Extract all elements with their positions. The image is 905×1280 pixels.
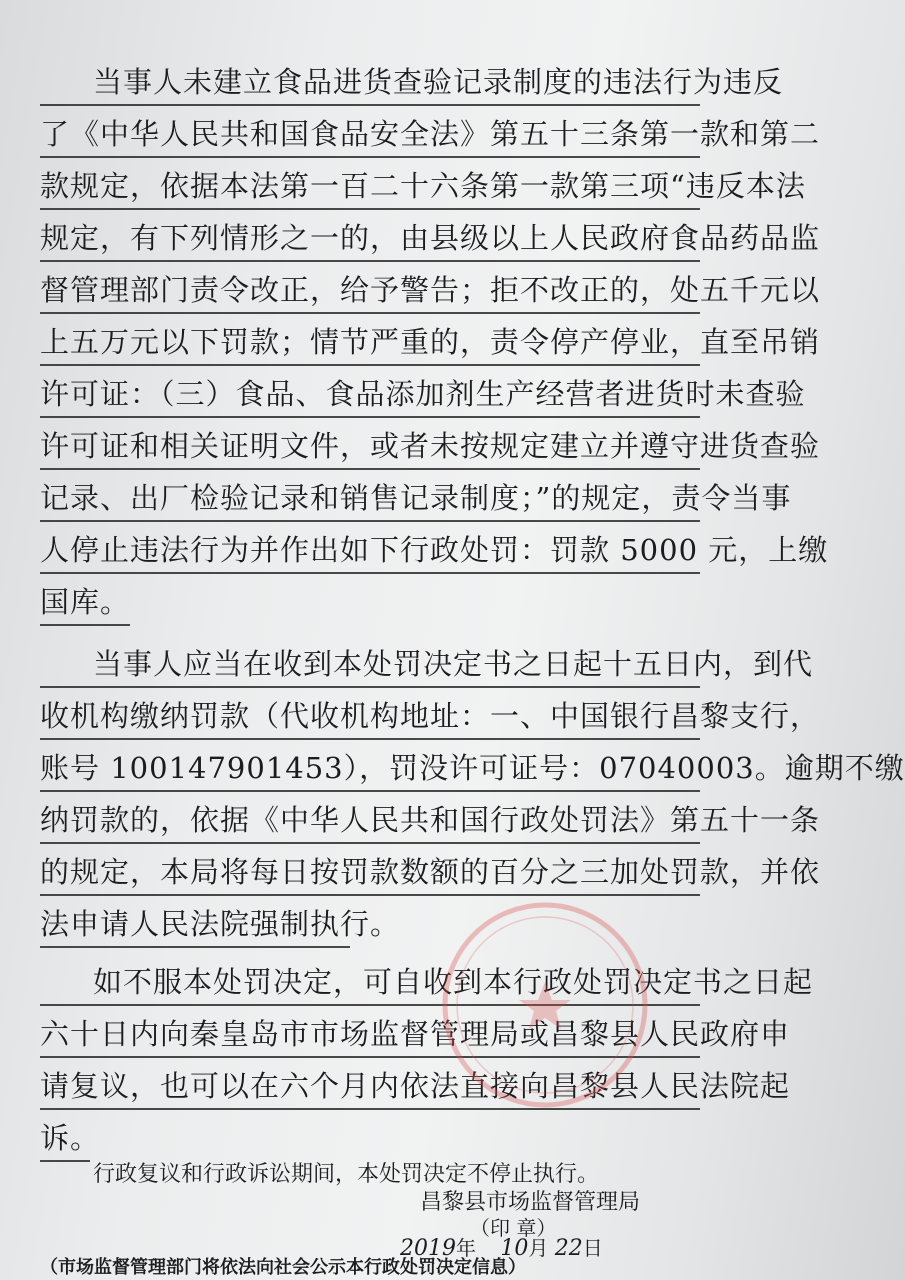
issuing-authority: 昌黎县市场监督管理局 <box>420 1190 641 1215</box>
text-line: 账号 100147901453），罚没许可证号：07040003。逾期不缴 <box>40 751 905 785</box>
text-line: 记录、出厂检验记录和销售记录制度；”的规定，责令当事 <box>40 481 792 515</box>
official-seal <box>430 890 660 1120</box>
date-day: 22 <box>554 1236 583 1261</box>
text-line: 规定，有下列情形之一的，由县级以上人民政府食品药品监 <box>40 221 821 255</box>
text-line: 了《中华人民共和国食品安全法》第五十三条第一款和第二 <box>40 117 821 151</box>
text-line: 六十日内向秦皇岛市市场监督管理局或昌黎县人民政府申 <box>40 1017 791 1051</box>
date-year: 2019 <box>400 1236 456 1261</box>
text-line: 行政复议和行政诉讼期间，本处罚决定不停止执行。 <box>93 1162 600 1187</box>
lower-block <box>0 1160 720 1280</box>
text-line: 上五万元以下罚款；情节严重的，责令停产停业，直至吊销 <box>40 325 821 359</box>
text-line: 人停止违法行为并作出如下行政处罚：罚款 5000 元，上缴 <box>40 533 829 567</box>
text-line: 的规定，本局将每日按罚款数额的百分之三加处罚款，并依 <box>40 855 821 889</box>
date-year-char: 年 <box>456 1236 476 1260</box>
text-line: 督管理部门责令改正，给予警告；拒不改正的，处五千元以 <box>40 273 821 307</box>
text-line: 许可证和相关证明文件，或者未按规定建立并遵守进货查验 <box>40 429 821 463</box>
text-line: 纳罚款的，依据《中华人民共和国行政处罚法》第五十一条 <box>40 803 821 837</box>
text-line: 请复议，也可以在六个月内依法直接向昌黎县人民法院起 <box>40 1069 791 1103</box>
text-line: 法申请人民法院强制执行。 <box>40 907 401 941</box>
text-line: 诉。 <box>40 1121 101 1155</box>
text-line: 国库。 <box>40 585 131 619</box>
text-line: 许可证：（三）食品、食品添加剂生产经营者进货时未查验 <box>40 377 806 411</box>
date-month-char: 月 <box>528 1236 549 1260</box>
text-line: 如不服本处罚决定，可自收到本行政处罚决定书之日起 <box>93 965 814 999</box>
text-line: 款规定，依据本法第一百二十六条第一款第三项“违反本法 <box>40 169 806 203</box>
public-notice: （市场监督管理部门将依法向社会公示本行政处罚决定信息） <box>40 1257 526 1278</box>
text-line: 当事人未建立食品进货查验记录制度的违法行为违反 <box>93 65 784 99</box>
text-line: 收机构缴纳罚款（代收机构地址：一、中国银行昌黎支行， <box>40 699 821 733</box>
text-line: 当事人应当在收到本处罚决定书之日起十五日内，到代 <box>93 647 814 681</box>
date-month: 10 <box>500 1236 529 1261</box>
date-day-char: 日 <box>582 1236 603 1260</box>
seal-label: （印 章） <box>470 1216 557 1240</box>
